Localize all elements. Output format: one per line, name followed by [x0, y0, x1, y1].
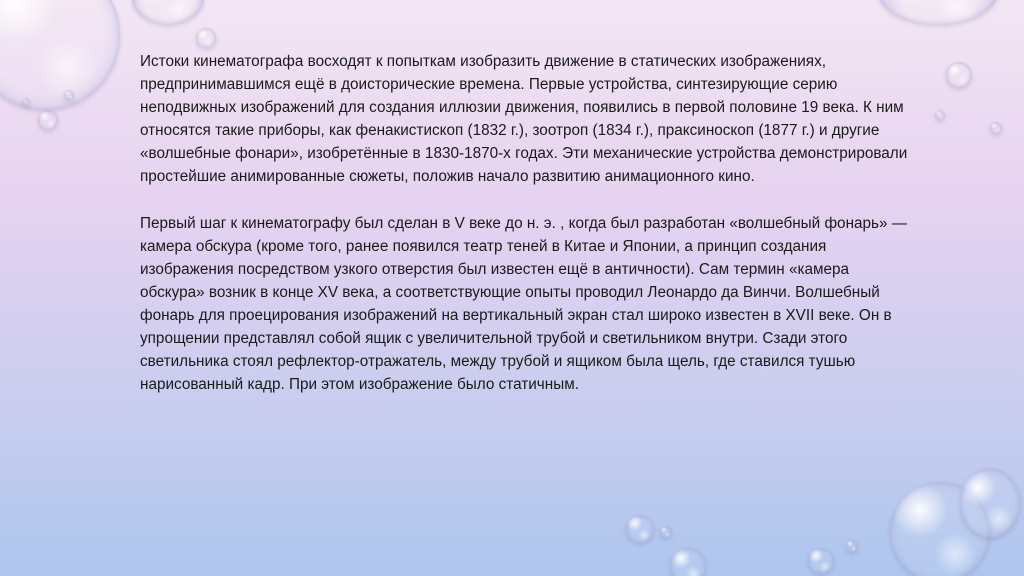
bubble-decoration	[38, 110, 58, 130]
bubble-decoration	[990, 122, 1002, 134]
paragraph-1: Истоки кинематографа восходят к попыткам изобразить движение в статических изображениях, предпринимавшимся ещё в доисторические времена. Первые устройства, синтезирующие серию неподвижных изображений для создания иллюзии движения, появились в первой половине 19 века. К ним относятся такие приборы, как фенакистископ (1832 г.), зоотроп (1834 г.), праксиноскоп (1877 г.) и другие «волшебные фонари», изобретённые в 1830-1870-х годах. Эти механические устройства демонстрировали простейшие анимированные сюжеты, положив начало развитию анимационного кино.	[140, 53, 908, 186]
slide-body-text	[140, 50, 910, 396]
bubble-decoration	[0, 0, 120, 110]
bubble-decoration	[626, 515, 654, 543]
bubble-decoration	[22, 98, 30, 106]
bubble-decoration	[132, 0, 204, 24]
bubble-decoration	[196, 28, 216, 48]
bubble-decoration	[878, 0, 998, 24]
paragraph-2: Первый шаг к кинематографу был сделан в V веке до н. э. , когда был разработан «волшебный фонарь» — камера обскура (кроме того, ранее появился театр теней в Китае и Японии, а принцип создания изображения посредством узкого отверстия был известен ещё в античности). Сам термин «камера обскура» возник в конце XV века, а соответствующие опыты проводил Леонардо да Винчи. Волшебный фонарь для проецирования изображений на вертикальный экран стал широко известен в XVII веке. Он в упрощении представлял собой ящик с увеличительной трубой и светильником внутри. Сзади этого светильника стоял рефлектор-отражатель, между трубой и ящиком была щель, где ставился тушью нарисованный кадр. При этом изображение было статичным.	[140, 214, 908, 394]
bubble-decoration	[935, 110, 945, 120]
bubble-decoration	[946, 62, 972, 88]
bubble-decoration	[660, 526, 672, 538]
bubble-decoration	[64, 90, 74, 100]
bubble-decoration	[670, 548, 706, 576]
bubble-decoration	[846, 540, 858, 552]
bubble-decoration	[808, 548, 834, 574]
bubble-decoration	[960, 468, 1020, 538]
